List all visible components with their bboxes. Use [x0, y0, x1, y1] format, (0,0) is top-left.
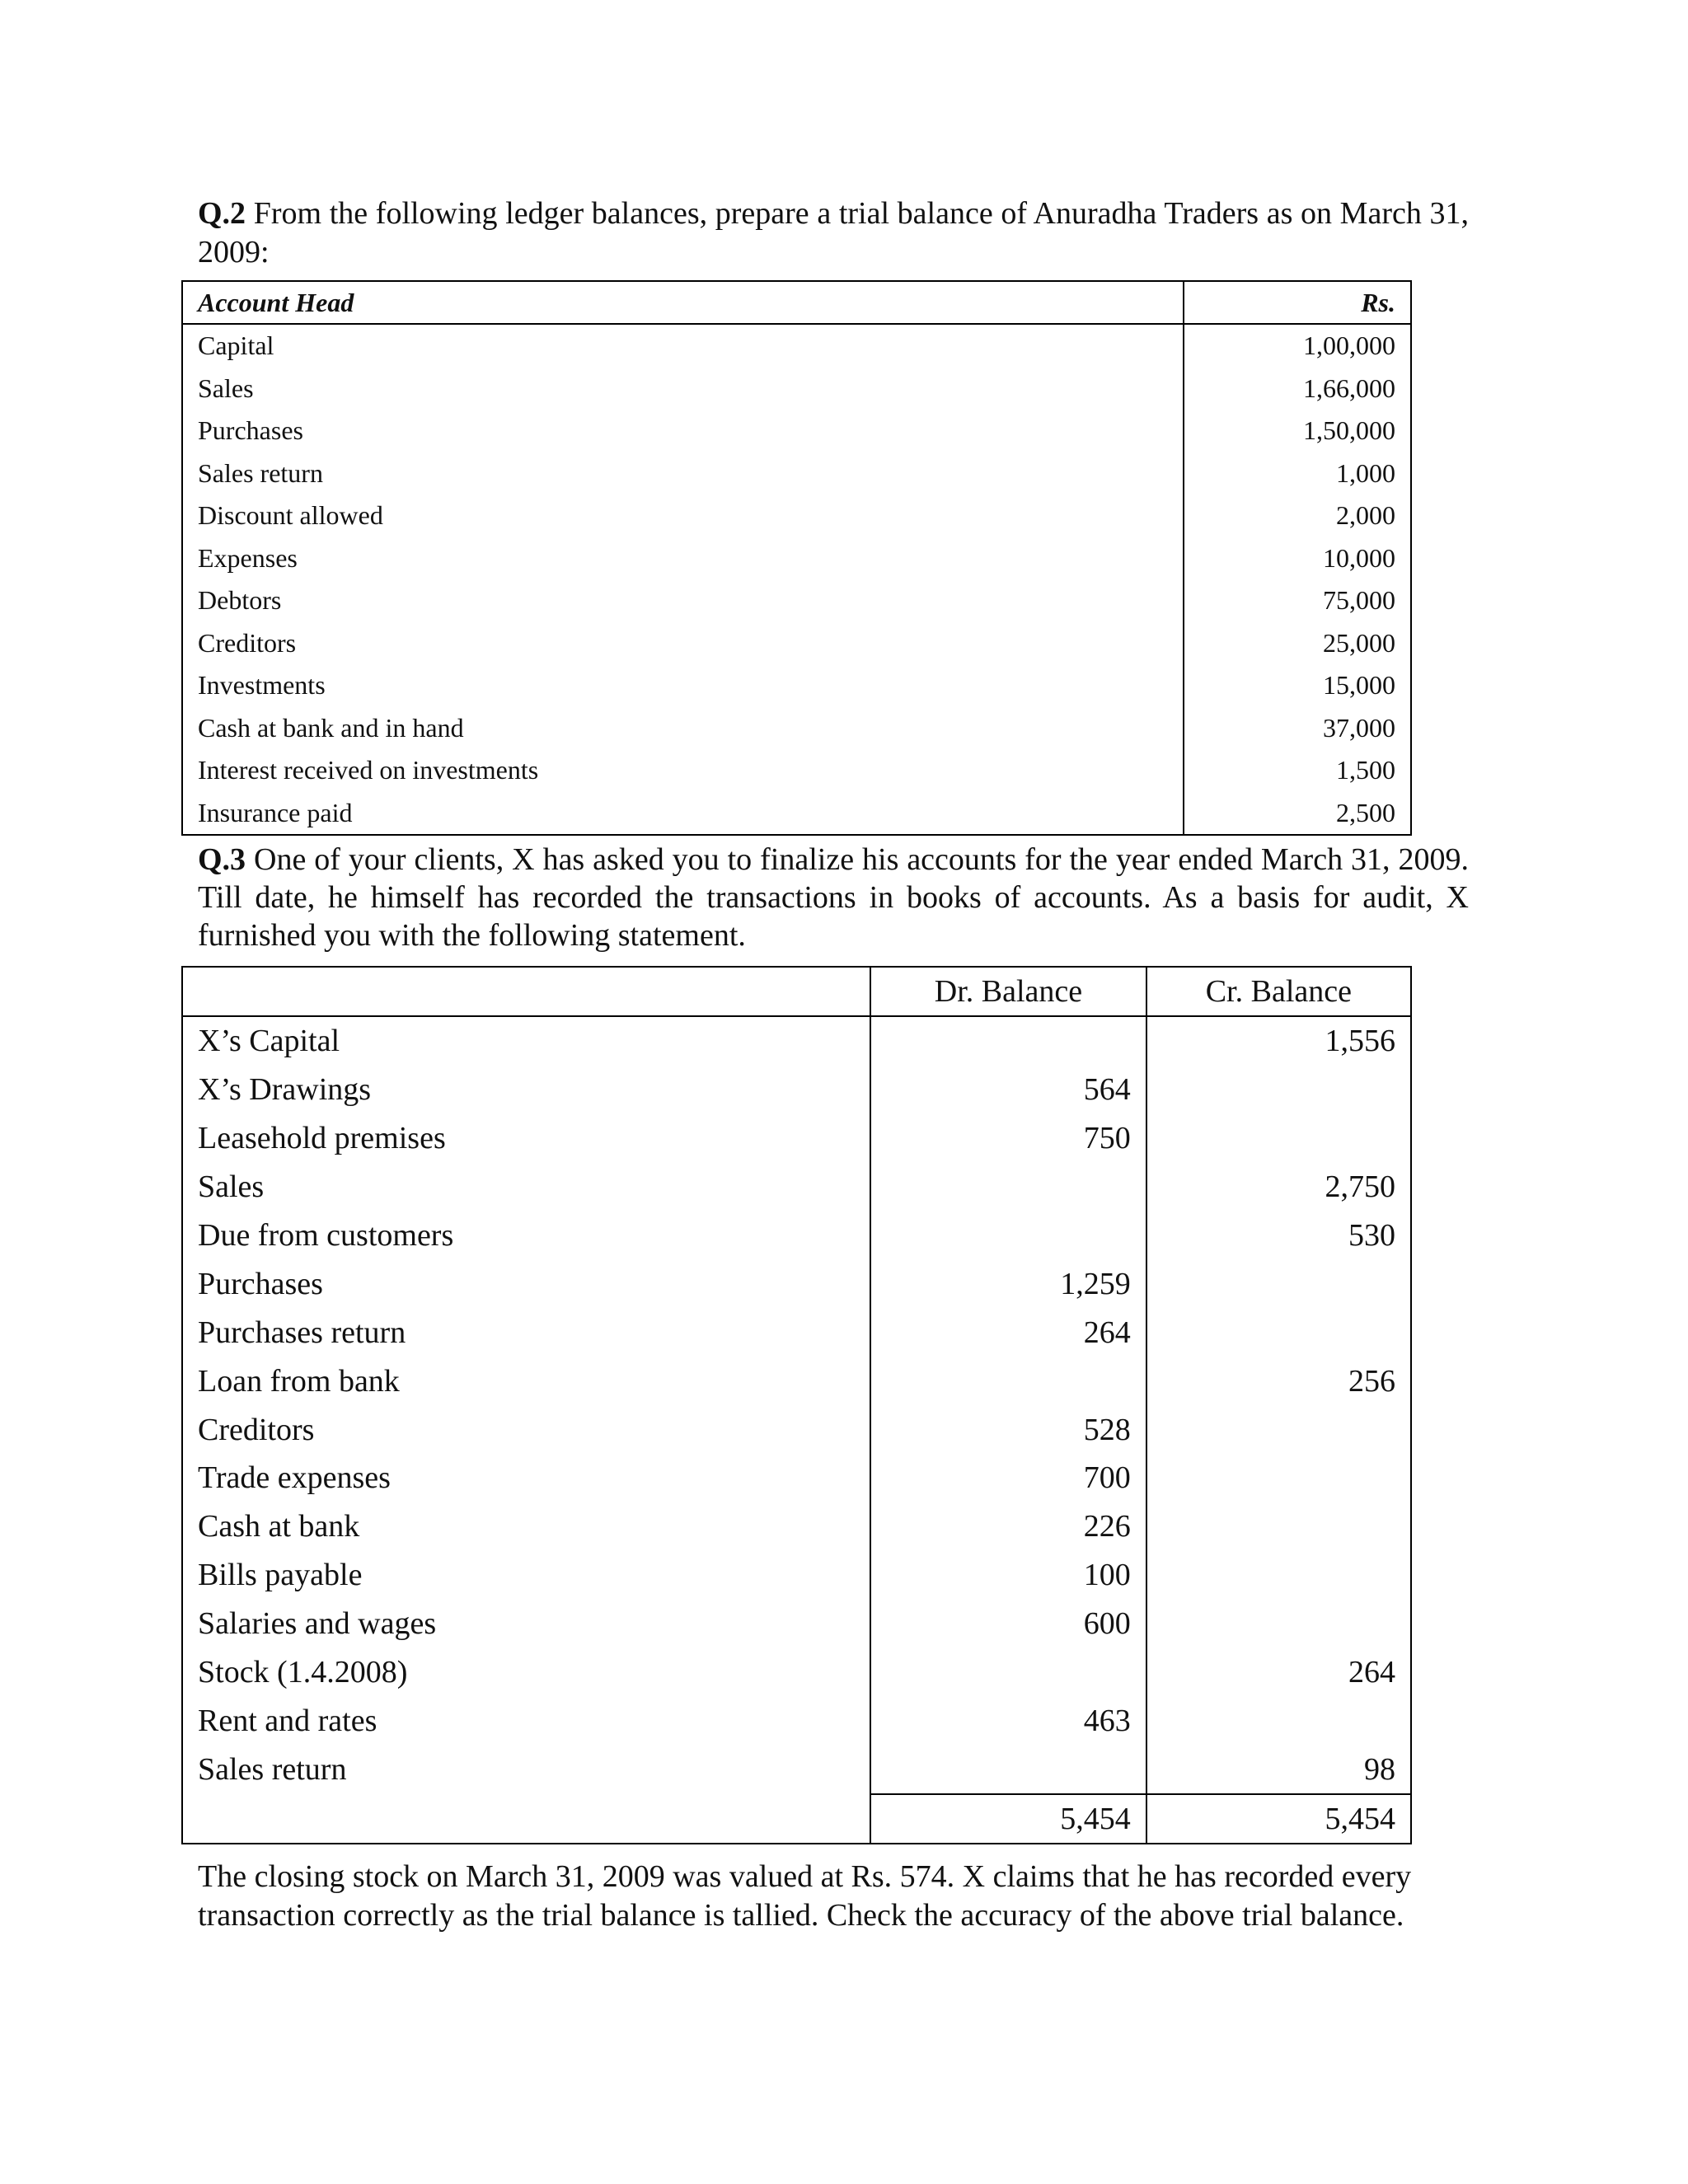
table-row — [182, 1696, 1411, 1745]
table-row — [182, 1648, 1411, 1697]
totals-label — [182, 1794, 870, 1844]
table-row — [182, 324, 1411, 368]
header-cr-balance: Cr. Balance — [1146, 967, 1411, 1016]
account-name: Cash at bank — [182, 1502, 870, 1551]
account-name: Creditors — [182, 622, 1184, 665]
account-name: Salaries and wages — [182, 1600, 870, 1648]
account-amount: 1,50,000 — [1184, 410, 1411, 452]
ledger-header-amount: Rs. — [1184, 281, 1411, 324]
table-row — [182, 1016, 1411, 1066]
table-row — [182, 707, 1411, 750]
table-row — [182, 622, 1411, 665]
account-name: Discount allowed — [182, 494, 1184, 537]
table-row — [182, 1357, 1411, 1405]
cr-amount — [1146, 1696, 1411, 1745]
account-name: Purchases return — [182, 1308, 870, 1357]
table-row — [182, 452, 1411, 495]
account-amount: 2,000 — [1184, 494, 1411, 537]
account-name: X’s Drawings — [182, 1066, 870, 1114]
account-amount: 37,000 — [1184, 707, 1411, 750]
account-amount: 75,000 — [1184, 579, 1411, 622]
trial-balance-table — [181, 966, 1412, 1844]
account-name: Purchases — [182, 1259, 870, 1308]
account-name: Creditors — [182, 1405, 870, 1454]
account-name: Investments — [182, 664, 1184, 707]
account-amount: 1,500 — [1184, 749, 1411, 792]
header-blank — [182, 967, 870, 1016]
dr-amount — [870, 1212, 1146, 1260]
dr-amount — [870, 1163, 1146, 1212]
table-row — [182, 1600, 1411, 1648]
cr-amount: 264 — [1146, 1648, 1411, 1697]
table-row — [182, 410, 1411, 452]
account-amount: 25,000 — [1184, 622, 1411, 665]
ledger-header-row — [182, 281, 1411, 324]
cr-amount — [1146, 1308, 1411, 1357]
dr-amount: 700 — [870, 1454, 1146, 1502]
dr-amount: 226 — [870, 1502, 1146, 1551]
dr-total: 5,454 — [870, 1794, 1146, 1844]
ledger-balances-table — [181, 280, 1412, 836]
account-name: X’s Capital — [182, 1016, 870, 1066]
dr-amount — [870, 1016, 1146, 1066]
dr-amount — [870, 1357, 1146, 1405]
account-amount: 2,500 — [1184, 792, 1411, 836]
table-row — [182, 579, 1411, 622]
dr-amount: 463 — [870, 1696, 1146, 1745]
ledger-header-account-head: Account Head — [182, 281, 1184, 324]
q2-question — [198, 194, 1469, 272]
cr-amount: 256 — [1146, 1357, 1411, 1405]
table-row — [182, 494, 1411, 537]
dr-amount: 528 — [870, 1405, 1146, 1454]
account-name: Trade expenses — [182, 1454, 870, 1502]
trial-balance-header-row — [182, 967, 1411, 1016]
cr-amount: 530 — [1146, 1212, 1411, 1260]
table-row — [182, 1502, 1411, 1551]
q3-question-text: One of your clients, X has asked you to finalize his accounts for the year ended March 31, 2009. Till date, he himself has recorded the transactions in books of accounts. As a basis for audit, X furnished you with the following statement. — [198, 842, 1469, 953]
account-name: Due from customers — [182, 1212, 870, 1260]
account-name: Cash at bank and in hand — [182, 707, 1184, 750]
account-name: Leasehold premises — [182, 1114, 870, 1163]
table-row — [182, 1212, 1411, 1260]
q3-question — [198, 841, 1469, 954]
account-name: Sales — [182, 1163, 870, 1212]
q2-question-text: From the following ledger balances, prepare a trial balance of Anuradha Traders as on March 31, 2009: — [198, 196, 1469, 269]
table-row — [182, 664, 1411, 707]
account-amount: 10,000 — [1184, 537, 1411, 580]
account-name: Loan from bank — [182, 1357, 870, 1405]
account-name: Sales return — [182, 1745, 870, 1794]
table-row — [182, 1114, 1411, 1163]
dr-amount — [870, 1648, 1146, 1697]
cr-amount: 1,556 — [1146, 1016, 1411, 1066]
cr-amount — [1146, 1259, 1411, 1308]
table-row — [182, 1405, 1411, 1454]
closing-paragraph: The closing stock on March 31, 2009 was valued at Rs. 574. X claims that he has recorded every transaction correctly as the trial balance is tallied. Check the accuracy of the above trial balance. — [198, 1859, 1412, 1933]
table-row — [182, 1259, 1411, 1308]
account-amount: 1,000 — [1184, 452, 1411, 495]
account-amount: 15,000 — [1184, 664, 1411, 707]
table-row — [182, 537, 1411, 580]
account-name: Stock (1.4.2008) — [182, 1648, 870, 1697]
table-row — [182, 1454, 1411, 1502]
account-name: Sales return — [182, 452, 1184, 495]
table-row — [182, 1163, 1411, 1212]
cr-amount — [1146, 1454, 1411, 1502]
account-name: Sales — [182, 368, 1184, 410]
account-name: Purchases — [182, 410, 1184, 452]
cr-amount — [1146, 1502, 1411, 1551]
table-row — [182, 368, 1411, 410]
table-row — [182, 1551, 1411, 1600]
dr-amount: 750 — [870, 1114, 1146, 1163]
table-row — [182, 749, 1411, 792]
q3-number: Q.3 — [198, 842, 246, 877]
dr-amount: 600 — [870, 1600, 1146, 1648]
account-name: Expenses — [182, 537, 1184, 580]
dr-amount: 100 — [870, 1551, 1146, 1600]
header-dr-balance: Dr. Balance — [870, 967, 1146, 1016]
account-name: Insurance paid — [182, 792, 1184, 836]
account-amount: 1,66,000 — [1184, 368, 1411, 410]
dr-amount: 264 — [870, 1308, 1146, 1357]
account-amount: 1,00,000 — [1184, 324, 1411, 368]
totals-row — [182, 1794, 1411, 1844]
table-row — [182, 1066, 1411, 1114]
table-row — [182, 1308, 1411, 1357]
account-name: Rent and rates — [182, 1696, 870, 1745]
dr-amount: 1,259 — [870, 1259, 1146, 1308]
dr-amount — [870, 1745, 1146, 1794]
cr-amount — [1146, 1405, 1411, 1454]
account-name: Debtors — [182, 579, 1184, 622]
table-row — [182, 792, 1411, 836]
cr-total: 5,454 — [1146, 1794, 1411, 1844]
table-row — [182, 1745, 1411, 1794]
cr-amount — [1146, 1066, 1411, 1114]
cr-amount — [1146, 1551, 1411, 1600]
q2-number: Q.2 — [198, 196, 246, 231]
cr-amount — [1146, 1114, 1411, 1163]
cr-amount — [1146, 1600, 1411, 1648]
account-name: Bills payable — [182, 1551, 870, 1600]
cr-amount: 2,750 — [1146, 1163, 1411, 1212]
cr-amount: 98 — [1146, 1745, 1411, 1794]
account-name: Capital — [182, 324, 1184, 368]
account-name: Interest received on investments — [182, 749, 1184, 792]
dr-amount: 564 — [870, 1066, 1146, 1114]
